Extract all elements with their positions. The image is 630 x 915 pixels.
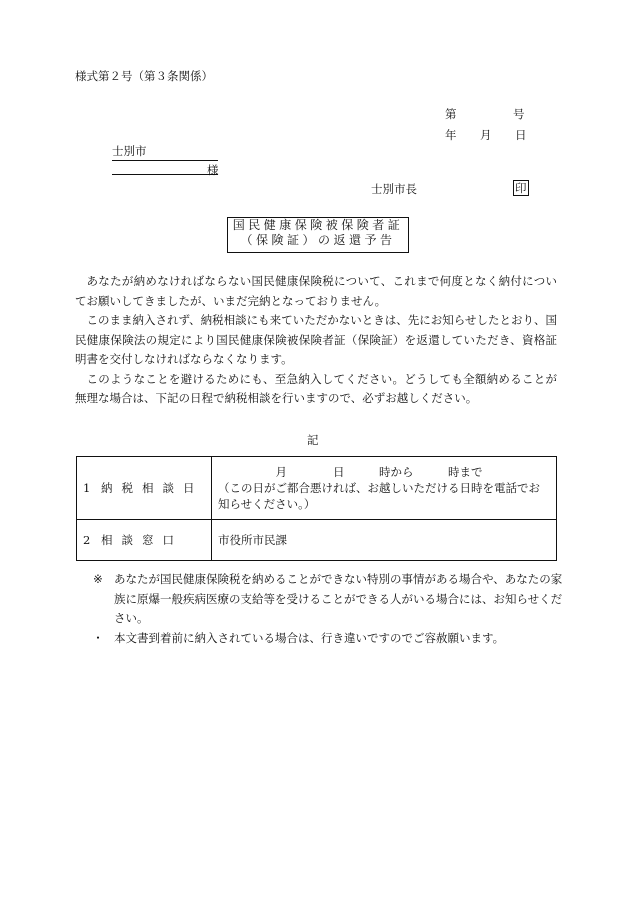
body-paragraph-2: このまま納入されず、納税相談にも来ていただかないときは、先にお知らせしたとおり、国民健康保険法の規定により国民健康保険被保険者証（保険証）を返還していただき、資格証明書を交付しなければならなくなります。: [75, 313, 557, 366]
form-number: 様式第２号（第３条関係）: [75, 69, 213, 83]
note-text: あなたが国民健康保険税を納めることができない特別の事情がある場合や、あなたの家族に原爆一般疾病医療の支給等を受けることができる人がいる場合には、お知らせください。: [114, 572, 563, 625]
date-day-label: 日: [515, 128, 527, 142]
consultation-date-label: [77, 457, 212, 520]
consultation-note: （この日がご都合悪ければ、お越しいただける日時を電話でお知らせください。）: [218, 481, 540, 511]
row-number: 1: [83, 481, 91, 495]
note-mark: ・: [92, 630, 104, 645]
sender-name: 士別市長: [371, 182, 417, 196]
table-row: [77, 520, 557, 561]
document-number-suffix: 号: [513, 107, 525, 121]
recipient-honorific: 様: [207, 163, 219, 177]
row-label: 相談窓口: [101, 533, 183, 547]
ki-heading: 記: [307, 433, 319, 447]
note-item: [84, 570, 564, 629]
consultation-window-value: 市役所市民課: [212, 520, 557, 561]
body-paragraph-3: このようなことを避けるためにも、至急納入してください。どうしても全額納めることが無理な場合は、下記の日程で納税相談を行いますので、必ずお越しください。: [75, 371, 557, 405]
note-mark: ※: [93, 572, 103, 586]
note-item: [84, 629, 564, 649]
seal-mark: 印: [515, 181, 527, 195]
document-title: [227, 217, 409, 253]
consultation-date-value: [212, 457, 557, 520]
note-text: 本文書到着前に納入されている場合は、行き違いですのでご容赦願います。: [114, 630, 505, 645]
document-number-prefix: 第: [445, 107, 457, 121]
consultation-time-line: 月 日 時から 時まで: [218, 465, 483, 479]
consultation-window-label: [77, 520, 212, 561]
recipient-city: 士別市: [112, 143, 218, 161]
row-label: 納税相談日: [101, 481, 204, 495]
notes-list: [84, 570, 564, 648]
recipient-name-line: [112, 174, 218, 175]
table-row: [77, 457, 557, 520]
body-paragraph-1: あなたが納めなければならない国民健康保険税について、これまで何度となく納付についてお願いしてきましたが、いまだ完納となっておりません。: [75, 274, 557, 308]
body-text: [75, 272, 557, 409]
schedule-table: [76, 456, 557, 561]
date-year-label: 年: [445, 128, 457, 142]
document-title-line-1: 国民健康保険被保険者証: [232, 218, 404, 232]
date-month-label: 月: [480, 128, 492, 142]
row-number: 2: [83, 533, 91, 547]
document-title-line-2: （保険証）の返還予告: [240, 233, 396, 247]
